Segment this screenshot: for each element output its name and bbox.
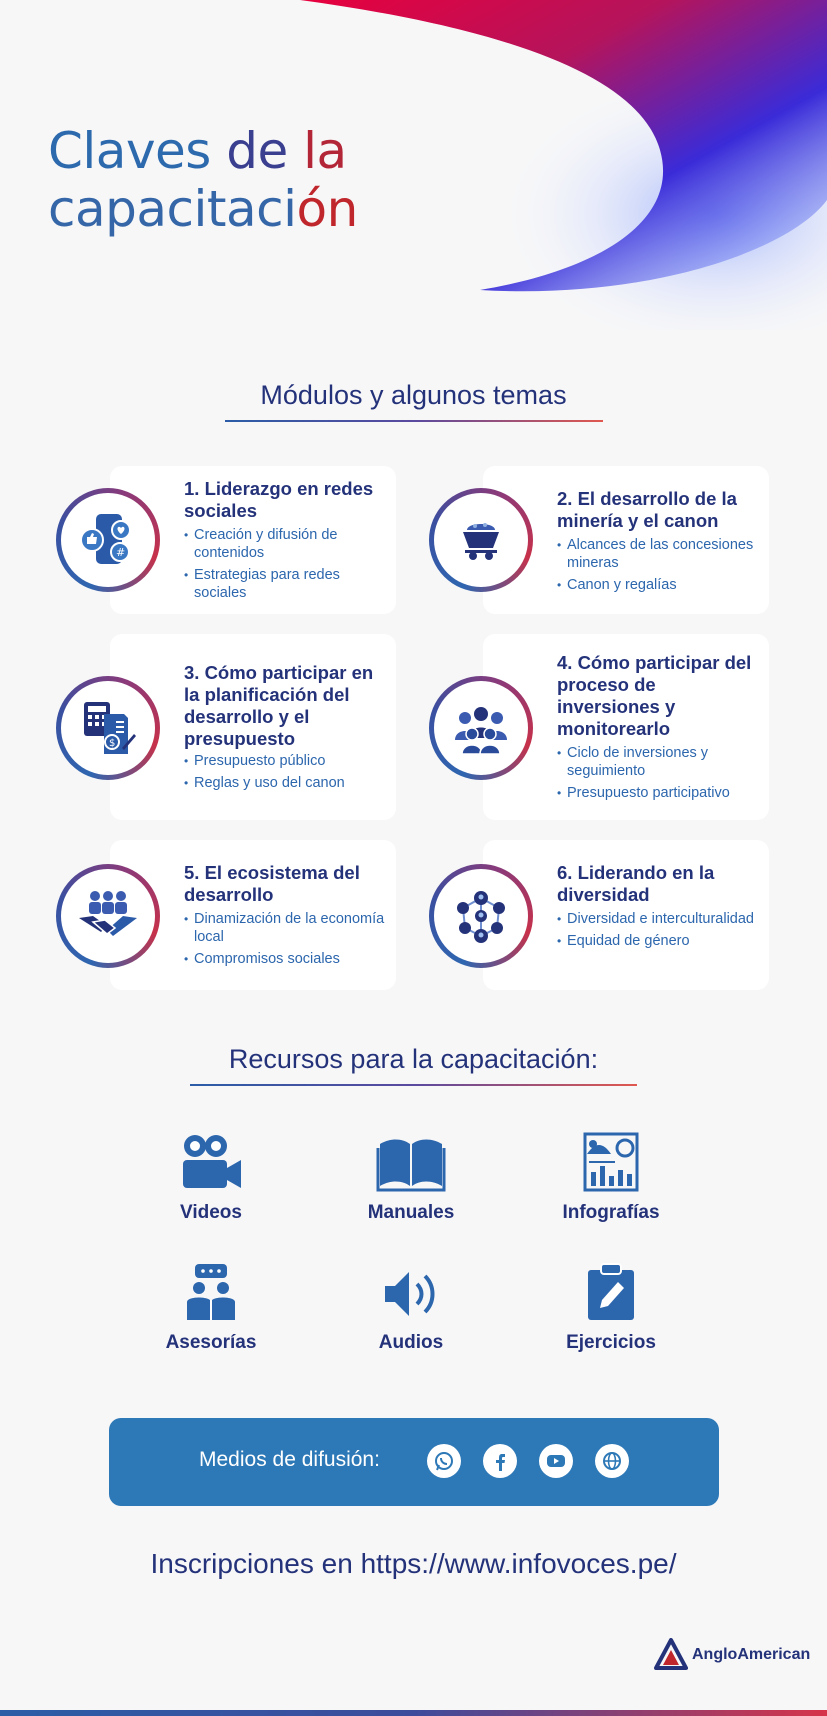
module-bullet: • Compromisos sociales [184, 950, 388, 968]
module-title: 4. Cómo participar del proceso de inversiones y monitorearlo [557, 652, 752, 739]
anglo-american-logo-icon [654, 1638, 688, 1672]
budget-document-icon [78, 698, 138, 758]
brand-name: AngloAmerican [692, 1646, 811, 1663]
brand-logo [654, 1638, 810, 1672]
resource-label: Manuales [367, 1202, 455, 1223]
page-title [48, 122, 358, 238]
web-globe-icon[interactable] [595, 1444, 629, 1478]
resource-ejercicios [531, 1258, 691, 1354]
open-book-icon [376, 1136, 446, 1192]
resource-audios [331, 1258, 491, 1354]
svg-text:$: $ [109, 738, 116, 749]
video-camera-icon [179, 1132, 243, 1192]
resource-videos [131, 1128, 291, 1224]
svg-text:#: # [116, 546, 126, 559]
module-icon-circle-1 [56, 488, 160, 592]
clipboard-pencil-icon [586, 1262, 636, 1322]
resource-asesorias [131, 1258, 291, 1354]
module-bullet: • Dinamización de la economía local [184, 910, 388, 946]
module-bullet: • Canon y regalías [557, 576, 761, 594]
infographic-icon [581, 1132, 641, 1192]
module-bullets [557, 536, 761, 598]
module-bullet: • Alcances de las concesiones mineras [557, 536, 761, 572]
network-people-icon [451, 886, 511, 946]
module-icon-circle-4 [429, 676, 533, 780]
media-label: Medios de difusión: [199, 1448, 380, 1471]
facebook-icon[interactable] [483, 1444, 517, 1478]
module-bullet: • Presupuesto participativo [557, 784, 761, 802]
whatsapp-icon[interactable] [427, 1444, 461, 1478]
resource-label: Videos [180, 1202, 242, 1223]
module-title: 6. Liderando en la diversidad [557, 862, 715, 905]
resource-label: Infografías [562, 1202, 660, 1223]
resources-heading: Recursos para la capacitación: [228, 1044, 599, 1074]
advisory-people-icon [183, 1264, 239, 1322]
module-bullets [557, 910, 761, 954]
title-word: ón [296, 180, 358, 238]
module-icon-circle-5 [56, 864, 160, 968]
module-bullet: • Reglas y uso del canon [184, 774, 388, 792]
module-title: 5. El ecosistema del desarrollo [184, 862, 360, 905]
title-word: Claves [48, 122, 227, 180]
title-word: de [226, 122, 304, 180]
title-word: la [303, 122, 347, 180]
module-bullets [184, 526, 388, 606]
module-bullet: • Ciclo de inversiones y seguimiento [557, 744, 761, 780]
module-bullets [184, 910, 388, 972]
social-media-phone-icon [78, 510, 138, 570]
module-bullets [557, 744, 761, 806]
module-icon-circle-2 [429, 488, 533, 592]
module-title: 3. Cómo participar en la planificación del desarrollo y el presupuesto [184, 662, 374, 749]
module-bullet: • Estrategias para redes sociales [184, 566, 388, 602]
mining-cart-icon [453, 512, 509, 568]
resource-label: Asesorías [165, 1332, 257, 1353]
resources-underline [190, 1084, 637, 1086]
module-title: 2. El desarrollo de la minería y el canon [557, 488, 737, 531]
resource-manuales [331, 1128, 491, 1224]
youtube-icon[interactable] [539, 1444, 573, 1478]
handshake-icon [77, 888, 139, 944]
signup-text: Inscripciones en https://www.infovoces.pe/ [150, 1548, 677, 1579]
speaker-icon [381, 1266, 441, 1322]
module-icon-circle-6 [429, 864, 533, 968]
resource-label: Ejercicios [566, 1332, 656, 1353]
resource-infografias [531, 1128, 691, 1224]
module-bullet: • Creación y difusión de contenidos [184, 526, 388, 562]
module-title: 1. Liderazgo en redes sociales [184, 478, 374, 521]
module-bullet: • Diversidad e interculturalidad [557, 910, 761, 928]
media-bar [109, 1418, 719, 1506]
module-icon-circle-3 [56, 676, 160, 780]
title-word: capacitaci [48, 180, 297, 238]
modules-underline [225, 420, 603, 422]
module-bullet: • Equidad de género [557, 932, 761, 950]
modules-heading: Módulos y algunos temas [260, 380, 567, 410]
resource-label: Audios [378, 1332, 444, 1353]
bottom-bar [0, 1710, 827, 1716]
module-bullet: • Presupuesto público [184, 752, 388, 770]
group-people-icon [451, 700, 511, 756]
module-bullets [184, 752, 388, 796]
